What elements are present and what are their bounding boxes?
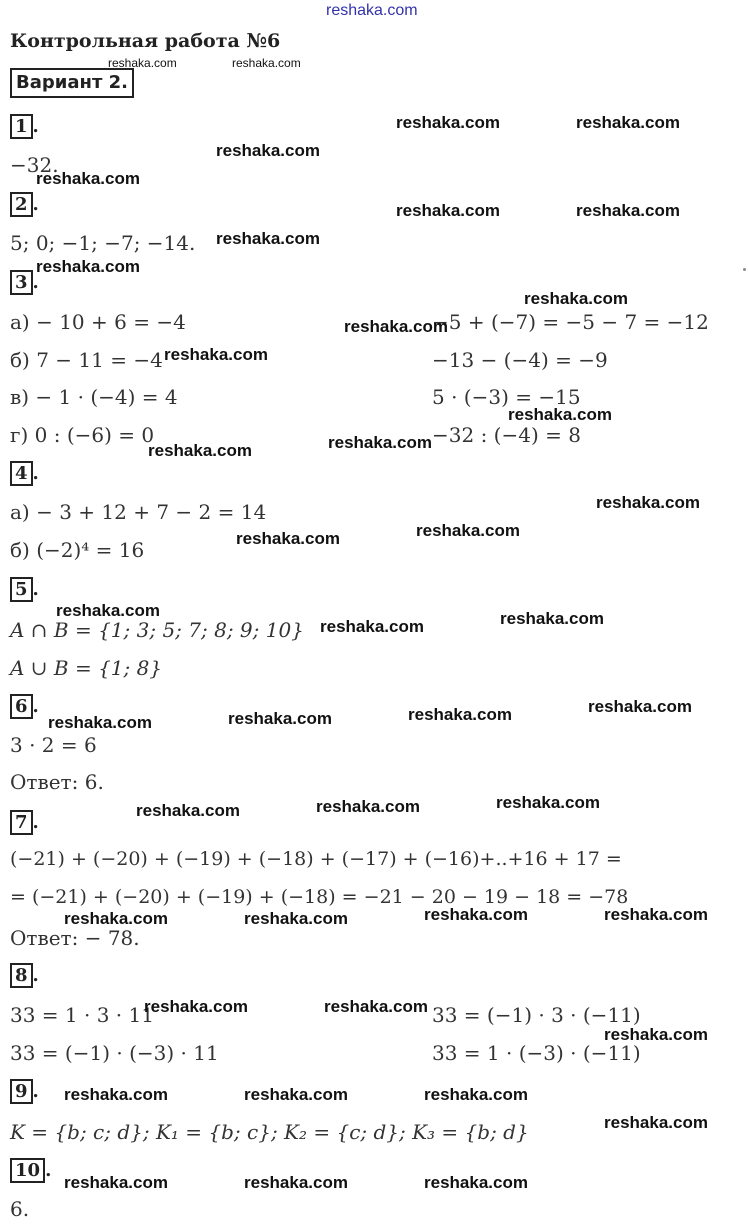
task-3-right-c: 5 · (−3) = −15	[432, 385, 581, 409]
task-1-header: 1 .	[10, 116, 39, 138]
task-number: 4	[10, 461, 33, 486]
task-number: 6	[10, 694, 33, 719]
variant-label: Вариант 2.	[10, 68, 134, 98]
watermark: reshaka.com	[244, 1173, 348, 1192]
task-number: 1	[10, 114, 33, 139]
task-number: 9	[10, 1079, 33, 1104]
watermark: reshaka.com	[524, 289, 628, 308]
watermark: reshaka.com	[396, 113, 500, 132]
task-9-sets: K = {b; c; d}; K₁ = {b; c}; K₂ = {c; d}; K₃ = {b; d}	[10, 1120, 529, 1144]
task-8-left-2: 33 = (−1) · (−3) · 11	[10, 1041, 219, 1065]
task-8-left-1: 33 = 1 · 3 · 11	[10, 1003, 154, 1027]
task-5-header: 5 .	[10, 579, 39, 601]
watermark: reshaka.com	[396, 201, 500, 220]
task-3-left-c: в) − 1 · (−4) = 4	[10, 385, 178, 409]
watermark: reshaka.com	[64, 1085, 168, 1104]
task-8-right-1: 33 = (−1) · 3 · (−11)	[432, 1003, 641, 1027]
watermark: reshaka.com	[320, 617, 424, 636]
task-7-answer: Ответ: − 78.	[10, 926, 140, 950]
task-3-right-d: −32 : (−4) = 8	[432, 423, 581, 447]
watermark: reshaka.com	[36, 257, 140, 276]
watermark: reshaka.com	[236, 529, 340, 548]
task-5-union: A ∪ B = {1; 8}	[10, 656, 163, 680]
task-1-answer: −32.	[10, 153, 59, 177]
scan-speck	[743, 268, 746, 271]
watermark: reshaka.com	[424, 1173, 528, 1192]
task-6-header: 6 .	[10, 696, 39, 718]
task-3-right-b: −13 − (−4) = −9	[432, 348, 608, 372]
task-number: 3	[10, 270, 33, 295]
watermark: reshaka.com	[244, 909, 348, 928]
task-3-right-a: −5 + (−7) = −5 − 7 = −12	[432, 310, 709, 334]
watermark: reshaka.com	[228, 709, 332, 728]
task-8-header: 8 .	[10, 965, 39, 987]
watermark: reshaka.com	[496, 793, 600, 812]
watermark-top: reshaka.com	[326, 2, 418, 19]
watermark: reshaka.com	[56, 601, 160, 620]
task-5-intersection: A ∩ B = {1; 3; 5; 7; 8; 9; 10}	[10, 618, 304, 642]
watermark: reshaka.com	[604, 1113, 708, 1132]
watermark: reshaka.com	[36, 169, 140, 188]
watermark: reshaka.com	[48, 713, 152, 732]
watermark: reshaka.com	[500, 609, 604, 628]
task-10-header: 10 .	[10, 1160, 51, 1182]
watermark: reshaka.com	[164, 345, 268, 364]
watermark: reshaka.com	[64, 909, 168, 928]
watermark: reshaka.com	[316, 797, 420, 816]
task-7-line-1: (−21) + (−20) + (−19) + (−18) + (−17) + (−16)+..+16 + 17 =	[10, 848, 622, 870]
task-3-left-a: а) − 10 + 6 = −4	[10, 310, 186, 334]
watermark: reshaka.com	[604, 905, 708, 924]
watermark: reshaka.com	[416, 521, 520, 540]
task-number: 10	[10, 1158, 45, 1183]
task-3-header: 3 .	[10, 272, 39, 294]
watermark: reshaka.com	[604, 1025, 708, 1044]
watermark: reshaka.com	[424, 905, 528, 924]
task-number: 7	[10, 810, 33, 835]
task-7-header: 7 .	[10, 812, 39, 834]
page-title: Контрольная работа №6	[10, 30, 281, 52]
task-9-header: 9 .	[10, 1081, 39, 1103]
watermark-small: reshaka.com	[108, 56, 177, 70]
task-number: 8	[10, 963, 33, 988]
watermark: reshaka.com	[408, 705, 512, 724]
watermark: reshaka.com	[136, 801, 240, 820]
task-3-left-b: б) 7 − 11 = −4	[10, 348, 163, 372]
watermark: reshaka.com	[344, 317, 448, 336]
task-7-line-2: = (−21) + (−20) + (−19) + (−18) = −21 − 20 − 19 − 18 = −78	[10, 886, 629, 908]
task-3-left-d: г) 0 : (−6) = 0	[10, 423, 155, 447]
task-10-answer: 6.	[10, 1197, 30, 1221]
task-4-line-b: б) (−2)⁴ = 16	[10, 538, 145, 562]
watermark: reshaka.com	[424, 1085, 528, 1104]
watermark: reshaka.com	[144, 997, 248, 1016]
task-2-answer: 5; 0; −1; −7; −14.	[10, 231, 196, 255]
watermark: reshaka.com	[324, 997, 428, 1016]
task-2-header: 2 .	[10, 194, 39, 216]
watermark: reshaka.com	[148, 441, 252, 460]
task-6-answer: Ответ: 6.	[10, 770, 104, 794]
watermark: reshaka.com	[596, 493, 700, 512]
watermark: reshaka.com	[244, 1085, 348, 1104]
task-6-line: 3 · 2 = 6	[10, 733, 97, 757]
watermark: reshaka.com	[328, 433, 432, 452]
watermark: reshaka.com	[216, 229, 320, 248]
watermark: reshaka.com	[216, 141, 320, 160]
watermark: reshaka.com	[64, 1173, 168, 1192]
watermark: reshaka.com	[508, 405, 612, 424]
task-4-header: 4 .	[10, 463, 39, 485]
task-number: 2	[10, 192, 33, 217]
task-8-right-2: 33 = 1 · (−3) · (−11)	[432, 1041, 641, 1065]
watermark: reshaka.com	[576, 113, 680, 132]
task-number: 5	[10, 577, 33, 602]
watermark: reshaka.com	[576, 201, 680, 220]
watermark: reshaka.com	[588, 697, 692, 716]
task-4-line-a: а) − 3 + 12 + 7 − 2 = 14	[10, 500, 267, 524]
watermark-small: reshaka.com	[232, 56, 301, 70]
